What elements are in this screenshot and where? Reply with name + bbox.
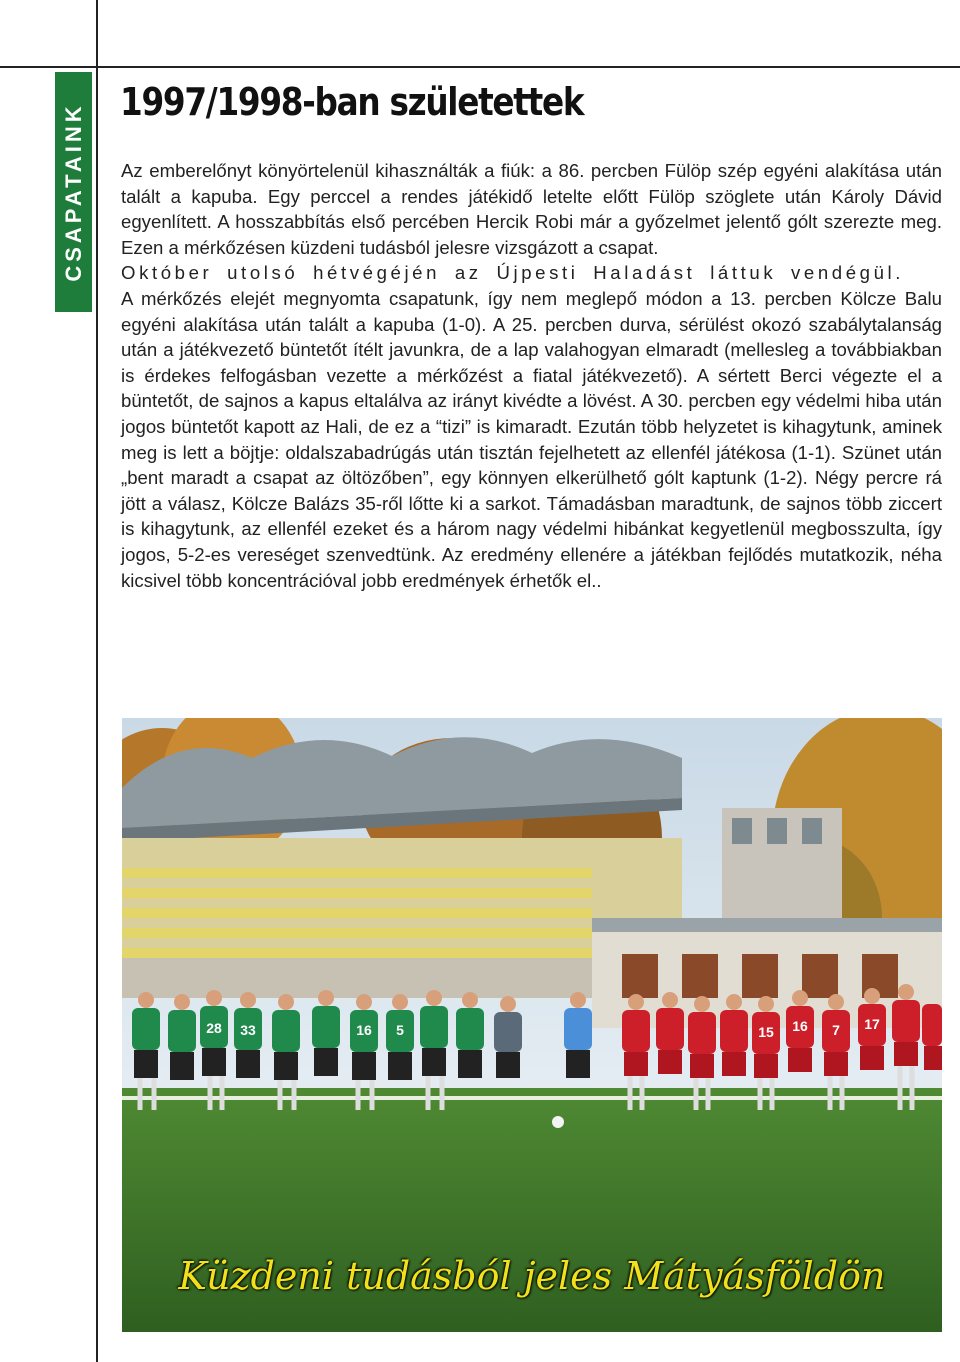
jersey-number: 15 [758, 1024, 774, 1040]
jersey-number: 28 [206, 1020, 222, 1036]
article-paragraph: A mérkőzés elejét megnyomta csapatunk, így nem meglepő módon a 13. percben Kölcze Balu egyéni alakítása után talált a kapuba (1-0). A 25. percben durva, sérülést okozó szabálytalanság után a játékvezető büntetőt ítélt javunkra, de a lap valahogyan elmaradt (mellesleg a továbbiakban is érdekes felfogásban vezette a mérkőzést a fiatal játékvezető). A sértett Berci végezte el a büntetőt, de sajnos a kapus eltalálva az irányt kivédte a lövést. A 30. percben egy védelmi hiba után jogos büntetőt kapott az Hali, de ez a “tizi” is kimaradt. Ezután több helyzetet is kihagytunk, aminek meg is lett a böjtje: oldalszabadrúgás után tisztán fejelhetett az ellenfél játékosa (1-1). Szünet után „bent maradt a csapat az öltözőben”, egy könnyen elkerülhető gólt kaptunk (1-2). Négy percre rá jött a válasz, Kölcze Balázs 35-ről lőtte ki a sarkot. Támadásban maradtunk, de sajnos több ziccert is kihagytunk, az ellenfél ezeket és a három nagy védelmi hibánkat kegyetlenül megbosszulta, így jogos, 5-2-es vereséget szenvedtünk. Az eredmény ellenére a játékban fejlődés mutatkozik, néha kicsivel több koncentrációval jobb eredmények érhetők el.. [121, 287, 942, 591]
jersey-number: 5 [396, 1022, 404, 1038]
jersey-number: 33 [240, 1022, 256, 1038]
article-title: 1997/1998-ban születettek [120, 80, 584, 124]
article-paragraph: Október utolsó hétvégéjén az Újpesti Haladást láttuk vendégül. [121, 262, 905, 284]
section-tab-label: CSAPATAINK [60, 102, 86, 282]
photo-caption: Küzdeni tudásból jeles Mátyásföldön [178, 1254, 886, 1298]
match-photo [122, 718, 942, 1332]
jersey-number: 7 [832, 1022, 840, 1038]
left-margin-rule [96, 0, 98, 1362]
jersey-number: 17 [864, 1016, 880, 1032]
jersey-number: 16 [792, 1018, 808, 1034]
jersey-number: 16 [356, 1022, 372, 1038]
top-rule [0, 66, 960, 68]
section-tab [55, 72, 92, 312]
article-paragraph: Az emberelőnyt könyörtelenül kihasználták a fiúk: a 86. percben Fülöp szép egyéni alakítása után talált a kapuba. Egy perccel a rendes játékidő letelte előtt Fülöp szöglete után Károly Dávid egyenlített. A hosszabbítás első percében Hercik Robi már a győzelmet jelentő gólt szerezte meg. Ezen a mérkőzésen küzdeni tudásból jelesre vizsgázott a csapat. [121, 160, 942, 258]
match-photo-illustration [122, 718, 942, 1332]
article-body [121, 158, 942, 593]
